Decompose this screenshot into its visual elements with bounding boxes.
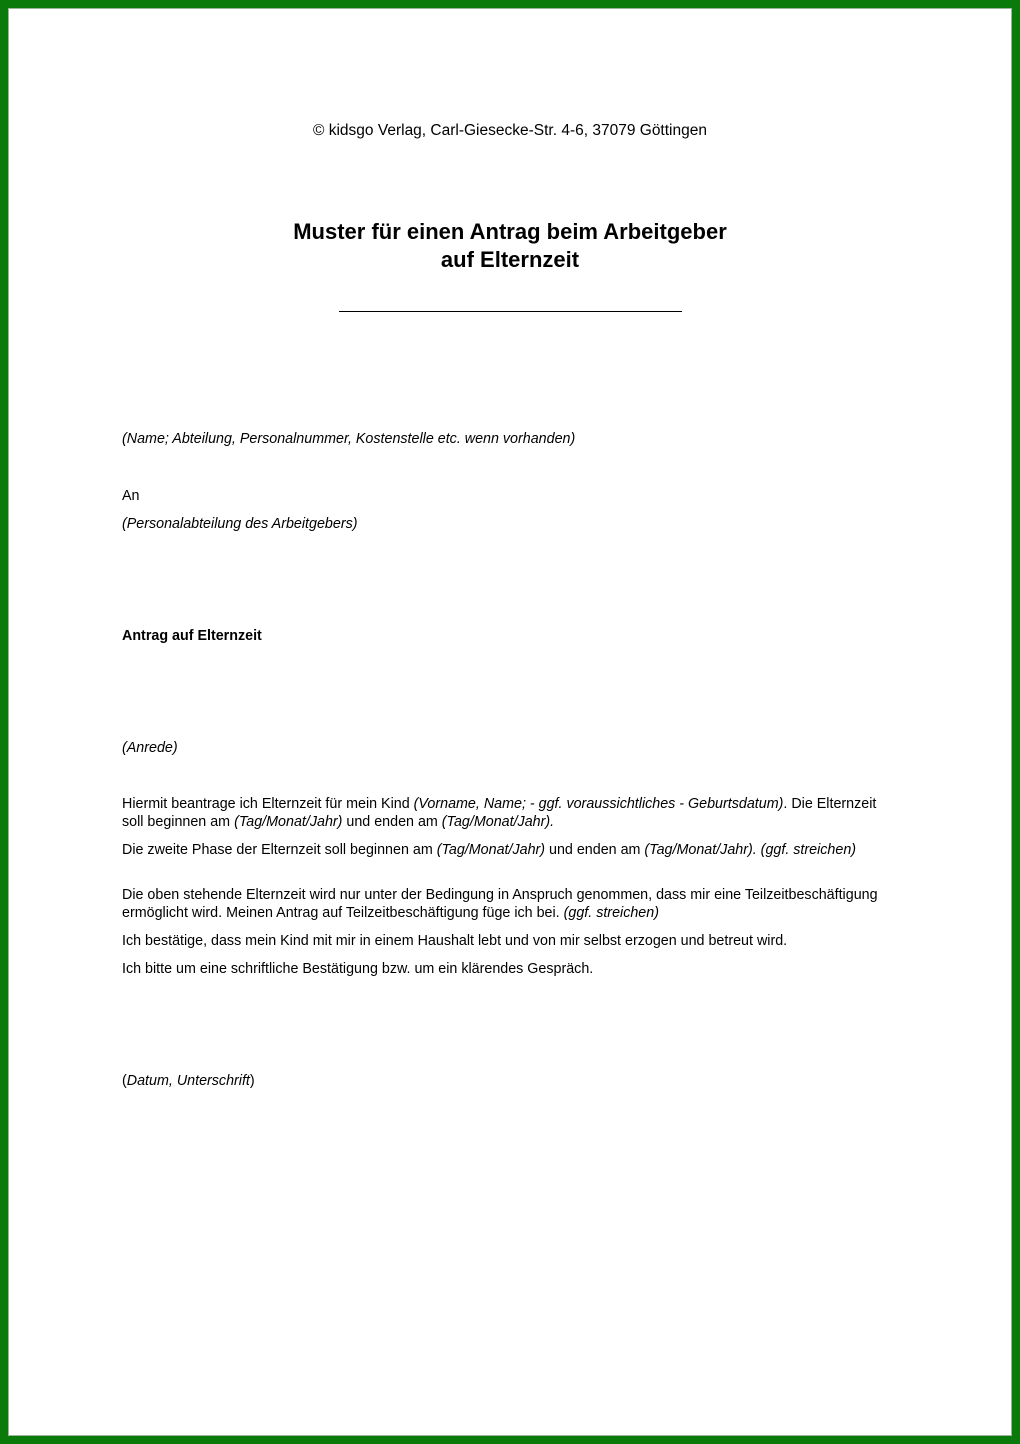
recipient-label: An	[122, 488, 140, 504]
p1-child-placeholder: (Vorname, Name; - ggf. voraussichtliches - Geburtsdatum)	[413, 796, 784, 812]
p1-start-date-placeholder: (Tag/Monat/Jahr)	[234, 814, 343, 830]
p2-end-date-placeholder: (Tag/Monat/Jahr). (ggf. streichen)	[644, 842, 857, 858]
p1-text-e: und enden am	[342, 814, 442, 830]
p3-optional-note: (ggf. streichen)	[563, 905, 659, 921]
sender-placeholder: (Name; Abteilung, Personalnummer, Kostenstelle etc. wenn vorhanden)	[122, 431, 576, 447]
copyright-line: © kidsgo Verlag, Carl-Giesecke-Str. 4-6, 37079 Göttingen	[313, 122, 707, 139]
p2-text-a: Die zweite Phase der Elternzeit soll beginnen am	[122, 842, 437, 858]
signature-placeholder	[122, 1072, 882, 1090]
document-title	[0, 218, 1020, 274]
signature-close-paren: )	[249, 1073, 255, 1089]
p2-text-c: und enden am	[545, 842, 645, 858]
salutation-placeholder: (Anrede)	[122, 740, 178, 756]
signature-open-paren: (	[122, 1073, 127, 1089]
body-paragraph-3	[122, 886, 882, 922]
body-paragraph-2	[122, 841, 882, 859]
signature-text: Datum, Unterschrift	[126, 1073, 250, 1089]
title-underline-rule	[339, 311, 682, 312]
title-line-2: auf Elternzeit	[440, 247, 580, 272]
body-paragraph-4: Ich bestätige, dass mein Kind mit mir in einem Haushalt lebt und von mir selbst erzogen und betreut wird.	[122, 933, 788, 949]
p1-text-a: Hiermit beantrage ich Elternzeit für mein Kind	[122, 796, 414, 812]
title-line-1: Muster für einen Antrag beim Arbeitgeber	[293, 219, 727, 244]
p3-text-a: Die oben stehende Elternzeit wird nur unter der Bedingung in Anspruch genommen, dass mir eine Teilzeitbeschäftigung ermöglicht wird. Meinen Antrag auf Teilzeitbeschäftigung füge ich bei.	[122, 887, 878, 921]
subject-line: Antrag auf Elternzeit	[122, 628, 262, 644]
recipient-placeholder: (Personalabteilung des Arbeitgebers)	[122, 516, 358, 532]
p1-text-c: . Die Elternzeit soll beginnen am	[122, 796, 877, 830]
p2-start-date-placeholder: (Tag/Monat/Jahr)	[436, 842, 546, 858]
body-paragraph-1	[122, 795, 882, 831]
p1-end-date-placeholder: (Tag/Monat/Jahr).	[441, 814, 555, 830]
body-paragraph-5: Ich bitte um eine schriftliche Bestätigung bzw. um ein klärendes Gespräch.	[122, 961, 594, 977]
